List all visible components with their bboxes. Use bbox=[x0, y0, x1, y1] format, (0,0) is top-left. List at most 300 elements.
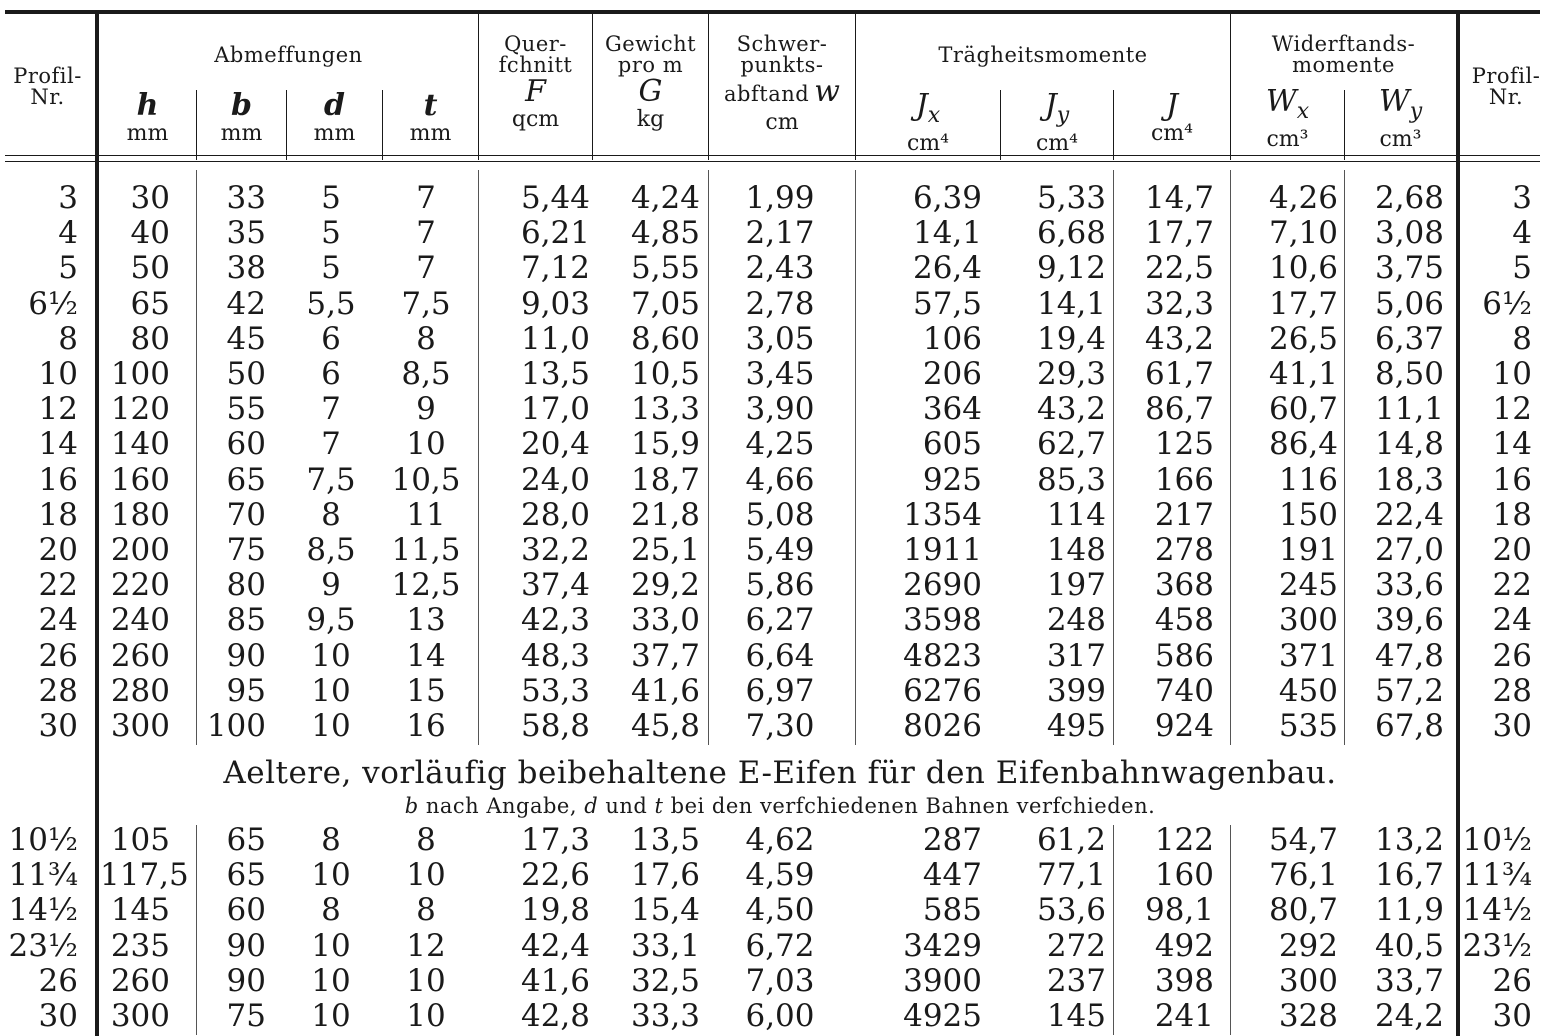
cell-j: 122 bbox=[1154, 822, 1214, 858]
cell-nr-right: 30 bbox=[1492, 708, 1532, 744]
header-sym-sub: x bbox=[1296, 99, 1310, 124]
cell-t: 15 bbox=[406, 672, 446, 709]
header-profil-line1: Profil- bbox=[1471, 64, 1541, 88]
header-line: momente bbox=[1292, 53, 1395, 77]
cell-jy: 61,2 bbox=[1036, 822, 1106, 858]
cell-wx: 76,1 bbox=[1268, 857, 1338, 894]
cell-jx: 4823 bbox=[903, 637, 982, 674]
cell-nr-right: 12 bbox=[1492, 391, 1532, 428]
cell-h: 300 bbox=[110, 708, 170, 744]
cell-wx: 191 bbox=[1278, 532, 1338, 568]
cell-w: 4,25 bbox=[745, 426, 815, 463]
cell-jy: 62,7 bbox=[1036, 426, 1106, 463]
cell-jy: 77,1 bbox=[1036, 857, 1106, 894]
header-unit: kg bbox=[636, 107, 665, 132]
cell-h: 105 bbox=[110, 822, 170, 858]
cell-nr: 4 bbox=[58, 215, 78, 252]
cell-nr-right: 28 bbox=[1492, 672, 1532, 709]
cell-nr-right: 14 bbox=[1492, 426, 1532, 463]
cell-nr-right: 6½ bbox=[1482, 285, 1532, 322]
cell-h: 200 bbox=[110, 532, 170, 568]
header-col-jx bbox=[856, 90, 1000, 156]
header-sym: h bbox=[136, 88, 159, 123]
cell-j: 61,7 bbox=[1144, 356, 1214, 392]
cell-j: 166 bbox=[1154, 461, 1214, 498]
header-sym-sub: y bbox=[1409, 99, 1423, 124]
cell-t: 10 bbox=[406, 998, 446, 1034]
cell-f: 53,3 bbox=[520, 672, 590, 709]
header-sym bbox=[1231, 86, 1344, 128]
cell-wy: 5,06 bbox=[1374, 285, 1444, 322]
header-unit: mm bbox=[220, 121, 263, 146]
cell-f: 24,0 bbox=[520, 461, 590, 498]
header-sym bbox=[1345, 86, 1456, 128]
cell-h: 145 bbox=[110, 892, 170, 929]
header-col-b bbox=[197, 90, 286, 146]
cell-wy: 16,7 bbox=[1374, 857, 1444, 894]
cell-t: 8 bbox=[416, 892, 436, 929]
cell-nr-right: 8 bbox=[1512, 320, 1532, 357]
cell-g: 4,85 bbox=[630, 215, 700, 252]
cell-nr: 26 bbox=[38, 637, 78, 674]
cell-wx: 4,26 bbox=[1268, 180, 1338, 216]
cell-wy: 18,3 bbox=[1374, 461, 1444, 498]
cell-t: 8,5 bbox=[401, 356, 451, 392]
cell-jx: 26,4 bbox=[912, 250, 982, 287]
body-divider bbox=[1230, 825, 1231, 1035]
cell-wx: 17,7 bbox=[1268, 285, 1338, 322]
note-sym-d: d bbox=[584, 794, 599, 818]
cell-j: 740 bbox=[1154, 672, 1214, 709]
header-unit: mm bbox=[126, 121, 169, 146]
cell-g: 8,60 bbox=[630, 320, 700, 357]
cell-nr: 3 bbox=[58, 180, 78, 216]
header-profil-nr-right bbox=[1460, 66, 1552, 108]
note-text-3: bei den verfchiedenen Bahnen verfchieden. bbox=[663, 794, 1156, 818]
cell-w: 6,97 bbox=[745, 672, 815, 709]
cell-h: 280 bbox=[110, 672, 170, 709]
header-line: Quer- bbox=[504, 32, 567, 56]
cell-jy: 43,2 bbox=[1036, 391, 1106, 428]
cell-jx: 4925 bbox=[903, 998, 982, 1034]
cell-d: 10 bbox=[311, 927, 351, 964]
cell-j: 160 bbox=[1154, 857, 1214, 894]
cell-d: 5 bbox=[321, 180, 341, 216]
cell-w: 7,03 bbox=[745, 962, 815, 999]
cell-h: 180 bbox=[110, 496, 170, 533]
cell-nr-right: 3 bbox=[1512, 180, 1532, 216]
cell-nr: 12 bbox=[38, 391, 78, 428]
cell-w: 4,62 bbox=[745, 822, 815, 858]
cell-h: 100 bbox=[110, 356, 170, 392]
cell-jx: 3598 bbox=[903, 602, 982, 639]
header-sym: t bbox=[423, 88, 438, 123]
cell-nr-right: 26 bbox=[1492, 962, 1532, 999]
cell-f: 17,0 bbox=[520, 391, 590, 428]
cell-jy: 237 bbox=[1046, 962, 1106, 999]
cell-w: 6,00 bbox=[745, 998, 815, 1034]
cell-wy: 57,2 bbox=[1374, 672, 1444, 709]
cell-jy: 248 bbox=[1046, 602, 1106, 639]
cell-t: 10 bbox=[406, 857, 446, 894]
cell-g: 25,1 bbox=[630, 532, 700, 568]
cell-nr: 10½ bbox=[8, 822, 78, 858]
header-sym-main: J bbox=[1044, 88, 1057, 123]
cell-wx: 41,1 bbox=[1268, 356, 1338, 392]
cell-wx: 86,4 bbox=[1268, 426, 1338, 463]
cell-b: 60 bbox=[226, 426, 266, 463]
cell-nr: 24 bbox=[38, 602, 78, 639]
cell-wy: 11,9 bbox=[1374, 892, 1444, 929]
section-title: Aeltere, vorläufig beibehaltene E-Eifen für den Eifenbahnwagenbau. bbox=[223, 755, 1337, 791]
cell-nr-right: 23½ bbox=[1462, 927, 1532, 964]
body-divider bbox=[196, 170, 197, 745]
cell-jy: 19,4 bbox=[1036, 320, 1106, 357]
cell-t: 8 bbox=[416, 822, 436, 858]
section-note bbox=[100, 794, 1460, 818]
cell-wx: 26,5 bbox=[1268, 320, 1338, 357]
cell-jy: 5,33 bbox=[1036, 180, 1106, 216]
cell-h: 117,5 bbox=[100, 857, 189, 894]
cell-d: 9,5 bbox=[306, 602, 356, 639]
cell-nr: 30 bbox=[38, 998, 78, 1034]
cell-t: 16 bbox=[406, 708, 446, 744]
cell-j: 17,7 bbox=[1144, 215, 1214, 252]
cell-jx: 925 bbox=[922, 461, 982, 498]
header-line: Gewicht bbox=[604, 32, 697, 56]
cell-nr: 18 bbox=[38, 496, 78, 533]
cell-nr-right: 26 bbox=[1492, 637, 1532, 674]
header-col-wx bbox=[1231, 86, 1344, 152]
cell-nr: 14 bbox=[38, 426, 78, 463]
header-col-schwerpunkt bbox=[709, 34, 855, 135]
header-line: pro m bbox=[617, 53, 684, 77]
cell-b: 35 bbox=[226, 215, 266, 252]
header-abstand-line bbox=[709, 76, 855, 111]
cell-g: 33,1 bbox=[630, 927, 700, 964]
cell-wy: 22,4 bbox=[1374, 496, 1444, 533]
cell-jx: 57,5 bbox=[912, 285, 982, 322]
cell-d: 7 bbox=[321, 426, 341, 463]
cell-wx: 7,10 bbox=[1268, 215, 1338, 252]
cell-f: 41,6 bbox=[520, 962, 590, 999]
header-col-j bbox=[1114, 90, 1230, 146]
cell-wy: 40,5 bbox=[1374, 927, 1444, 964]
cell-b: 65 bbox=[226, 822, 266, 858]
cell-jy: 9,12 bbox=[1036, 250, 1106, 287]
cell-jy: 114 bbox=[1046, 496, 1106, 533]
cell-b: 90 bbox=[226, 962, 266, 999]
cell-g: 37,7 bbox=[630, 637, 700, 674]
cell-j: 32,3 bbox=[1144, 285, 1214, 322]
cell-d: 8,5 bbox=[306, 532, 356, 568]
cell-nr: 14½ bbox=[8, 892, 78, 929]
cell-h: 160 bbox=[110, 461, 170, 498]
cell-wy: 13,2 bbox=[1374, 822, 1444, 858]
cell-b: 90 bbox=[226, 927, 266, 964]
cell-wx: 292 bbox=[1278, 927, 1338, 964]
cell-f: 22,6 bbox=[520, 857, 590, 894]
cell-jx: 1911 bbox=[903, 532, 982, 568]
cell-f: 17,3 bbox=[520, 822, 590, 858]
header-unit: cm⁴ bbox=[1035, 131, 1078, 156]
cell-g: 15,4 bbox=[630, 892, 700, 929]
cell-wy: 39,6 bbox=[1374, 602, 1444, 639]
cell-j: 492 bbox=[1154, 927, 1214, 964]
cell-f: 42,3 bbox=[520, 602, 590, 639]
header-widerstandsmomente bbox=[1231, 34, 1456, 76]
cell-b: 80 bbox=[226, 567, 266, 604]
cell-nr: 16 bbox=[38, 461, 78, 498]
cell-wy: 67,8 bbox=[1374, 708, 1444, 744]
cell-g: 33,0 bbox=[630, 602, 700, 639]
cell-nr: 22 bbox=[38, 567, 78, 604]
cell-b: 65 bbox=[226, 857, 266, 894]
cell-nr-right: 16 bbox=[1492, 461, 1532, 498]
header-line: Widerftands- bbox=[1271, 32, 1416, 56]
header-unit: cm⁴ bbox=[1150, 121, 1193, 146]
cell-f: 58,8 bbox=[520, 708, 590, 744]
cell-f: 42,4 bbox=[520, 927, 590, 964]
cell-t: 7 bbox=[416, 180, 436, 216]
cell-g: 13,5 bbox=[630, 822, 700, 858]
cell-d: 10 bbox=[311, 998, 351, 1034]
cell-b: 95 bbox=[226, 672, 266, 709]
cell-d: 10 bbox=[311, 962, 351, 999]
header-col-d bbox=[287, 90, 382, 146]
note-sym-b: b bbox=[404, 794, 419, 818]
header-abmessungen: Abmeffungen bbox=[214, 43, 363, 67]
header-unit: cm⁴ bbox=[906, 131, 949, 156]
cell-f: 32,2 bbox=[520, 532, 590, 568]
cell-jy: 53,6 bbox=[1036, 892, 1106, 929]
header-traegheitsmomente: Trägheitsmomente bbox=[938, 43, 1148, 67]
body-divider bbox=[1113, 825, 1114, 1035]
header-col-h bbox=[99, 90, 196, 146]
cell-nr: 30 bbox=[38, 708, 78, 744]
header-col-jy bbox=[1001, 90, 1113, 156]
cell-g: 7,05 bbox=[630, 285, 700, 322]
cell-nr: 8 bbox=[58, 320, 78, 357]
cell-wy: 11,1 bbox=[1374, 391, 1444, 428]
cell-j: 125 bbox=[1154, 426, 1214, 463]
cell-f: 6,21 bbox=[520, 215, 590, 252]
cell-d: 5 bbox=[321, 250, 341, 287]
cell-t: 9 bbox=[416, 391, 436, 428]
cell-t: 7 bbox=[416, 250, 436, 287]
cell-wy: 6,37 bbox=[1374, 320, 1444, 357]
left-frame-line bbox=[95, 14, 99, 1036]
body-divider bbox=[1230, 170, 1231, 745]
cell-f: 20,4 bbox=[520, 426, 590, 463]
note-sym-t: t bbox=[654, 794, 664, 818]
header-sym: G bbox=[638, 74, 663, 109]
body-divider bbox=[196, 825, 197, 1035]
cell-f: 48,3 bbox=[520, 637, 590, 674]
cell-jy: 399 bbox=[1046, 672, 1106, 709]
cell-j: 43,2 bbox=[1144, 320, 1214, 357]
cell-jx: 585 bbox=[922, 892, 982, 929]
cell-jy: 317 bbox=[1046, 637, 1106, 674]
cell-b: 100 bbox=[206, 708, 266, 744]
cell-h: 235 bbox=[110, 927, 170, 964]
header-col-t bbox=[383, 90, 478, 146]
header-sym: d bbox=[324, 88, 345, 123]
cell-wy: 8,50 bbox=[1374, 356, 1444, 392]
cell-jx: 2690 bbox=[903, 567, 982, 604]
cell-j: 278 bbox=[1154, 532, 1214, 568]
cell-h: 30 bbox=[130, 180, 170, 216]
cell-w: 5,08 bbox=[745, 496, 815, 533]
header-col-wy bbox=[1345, 86, 1456, 152]
cell-g: 17,6 bbox=[630, 857, 700, 894]
cell-j: 14,7 bbox=[1144, 180, 1214, 216]
cell-h: 50 bbox=[130, 250, 170, 287]
header-col-querschnitt bbox=[479, 34, 592, 132]
cell-b: 60 bbox=[226, 892, 266, 929]
cell-d: 8 bbox=[321, 822, 341, 858]
cell-nr-right: 4 bbox=[1512, 215, 1532, 252]
cell-jx: 3900 bbox=[903, 962, 982, 999]
cell-b: 70 bbox=[226, 496, 266, 533]
cell-j: 458 bbox=[1154, 602, 1214, 639]
cell-w: 6,72 bbox=[745, 927, 815, 964]
header-unit: mm bbox=[313, 121, 356, 146]
cell-wx: 300 bbox=[1278, 962, 1338, 999]
cell-nr: 28 bbox=[38, 672, 78, 709]
cell-w: 2,78 bbox=[745, 285, 815, 322]
cell-d: 9 bbox=[321, 567, 341, 604]
cell-j: 241 bbox=[1154, 998, 1214, 1034]
cell-t: 7 bbox=[416, 215, 436, 252]
header-unit: cm³ bbox=[1266, 127, 1309, 152]
cell-jx: 364 bbox=[922, 391, 982, 428]
cell-f: 37,4 bbox=[520, 567, 590, 604]
cell-h: 240 bbox=[110, 602, 170, 639]
header-line: abftand bbox=[724, 82, 810, 106]
cell-t: 11,5 bbox=[391, 532, 461, 568]
cell-f: 9,03 bbox=[520, 285, 590, 322]
cell-b: 75 bbox=[226, 998, 266, 1034]
cell-t: 14 bbox=[406, 637, 446, 674]
cell-nr-right: 18 bbox=[1492, 496, 1532, 533]
header-line: Schwer- bbox=[736, 32, 828, 56]
cell-d: 10 bbox=[311, 637, 351, 674]
cell-jx: 1354 bbox=[903, 496, 982, 533]
header-unit: cm³ bbox=[1379, 127, 1422, 152]
cell-t: 8 bbox=[416, 320, 436, 357]
cell-d: 10 bbox=[311, 708, 351, 744]
cell-b: 50 bbox=[226, 356, 266, 392]
body-divider bbox=[855, 170, 856, 745]
cell-b: 75 bbox=[226, 532, 266, 568]
cell-nr: 6½ bbox=[28, 285, 78, 322]
body-divider bbox=[1344, 170, 1345, 745]
cell-nr: 20 bbox=[38, 532, 78, 568]
cell-jx: 605 bbox=[922, 426, 982, 463]
cell-h: 300 bbox=[110, 998, 170, 1034]
cell-h: 65 bbox=[130, 285, 170, 322]
header-profil-nr-left bbox=[0, 66, 95, 108]
cell-jx: 447 bbox=[922, 857, 982, 894]
header-sym-main: J bbox=[915, 88, 928, 123]
cell-g: 5,55 bbox=[630, 250, 700, 287]
cell-d: 6 bbox=[321, 320, 341, 357]
cell-h: 40 bbox=[130, 215, 170, 252]
cell-h: 220 bbox=[110, 567, 170, 604]
cell-g: 18,7 bbox=[630, 461, 700, 498]
cell-w: 6,27 bbox=[745, 602, 815, 639]
cell-j: 924 bbox=[1154, 708, 1214, 744]
cell-j: 98,1 bbox=[1144, 892, 1214, 929]
cell-wy: 14,8 bbox=[1374, 426, 1444, 463]
cell-g: 29,2 bbox=[630, 567, 700, 604]
cell-nr-right: 10 bbox=[1492, 356, 1532, 392]
cell-nr: 5 bbox=[58, 250, 78, 287]
cell-jy: 148 bbox=[1046, 532, 1106, 568]
cell-jy: 85,3 bbox=[1036, 461, 1106, 498]
cell-h: 120 bbox=[110, 391, 170, 428]
cell-wx: 80,7 bbox=[1268, 892, 1338, 929]
cell-w: 6,64 bbox=[745, 637, 815, 674]
cell-b: 65 bbox=[226, 461, 266, 498]
cell-jx: 106 bbox=[922, 320, 982, 357]
cell-w: 3,90 bbox=[745, 391, 815, 428]
cell-w: 4,66 bbox=[745, 461, 815, 498]
cell-jx: 14,1 bbox=[912, 215, 982, 252]
cell-t: 10 bbox=[406, 426, 446, 463]
cell-jy: 197 bbox=[1046, 567, 1106, 604]
cell-wx: 245 bbox=[1278, 567, 1338, 604]
cell-jx: 3429 bbox=[903, 927, 982, 964]
cell-w: 2,43 bbox=[745, 250, 815, 287]
header-sym-main: W bbox=[1265, 84, 1297, 119]
cell-jx: 6276 bbox=[903, 672, 982, 709]
cell-w: 1,99 bbox=[745, 180, 815, 216]
cell-nr: 23½ bbox=[8, 927, 78, 964]
cell-jx: 6,39 bbox=[912, 180, 982, 216]
header-unit: qcm bbox=[511, 107, 560, 132]
cell-g: 41,6 bbox=[630, 672, 700, 709]
cell-d: 5 bbox=[321, 215, 341, 252]
cell-wx: 54,7 bbox=[1268, 822, 1338, 858]
cell-j: 86,7 bbox=[1144, 391, 1214, 428]
cell-w: 4,50 bbox=[745, 892, 815, 929]
header-sym: F bbox=[525, 74, 546, 109]
cell-f: 5,44 bbox=[520, 180, 590, 216]
cell-wx: 60,7 bbox=[1268, 391, 1338, 428]
cell-jx: 287 bbox=[922, 822, 982, 858]
cell-nr-right: 11¾ bbox=[1462, 857, 1532, 894]
cell-nr: 10 bbox=[38, 356, 78, 392]
cell-d: 5,5 bbox=[306, 285, 356, 322]
cell-jy: 495 bbox=[1046, 708, 1106, 744]
cell-b: 33 bbox=[226, 180, 266, 216]
cell-wx: 371 bbox=[1278, 637, 1338, 674]
cell-nr-right: 24 bbox=[1492, 602, 1532, 639]
cell-wx: 300 bbox=[1278, 602, 1338, 639]
header-sym: w bbox=[814, 74, 840, 109]
header-sym: b bbox=[231, 88, 252, 123]
cell-w: 2,17 bbox=[745, 215, 815, 252]
cell-f: 13,5 bbox=[520, 356, 590, 392]
cell-jy: 29,3 bbox=[1036, 356, 1106, 392]
cell-g: 10,5 bbox=[630, 356, 700, 392]
cell-t: 12 bbox=[406, 927, 446, 964]
cell-d: 8 bbox=[321, 892, 341, 929]
cell-d: 10 bbox=[311, 857, 351, 894]
cell-jy: 145 bbox=[1046, 998, 1106, 1034]
